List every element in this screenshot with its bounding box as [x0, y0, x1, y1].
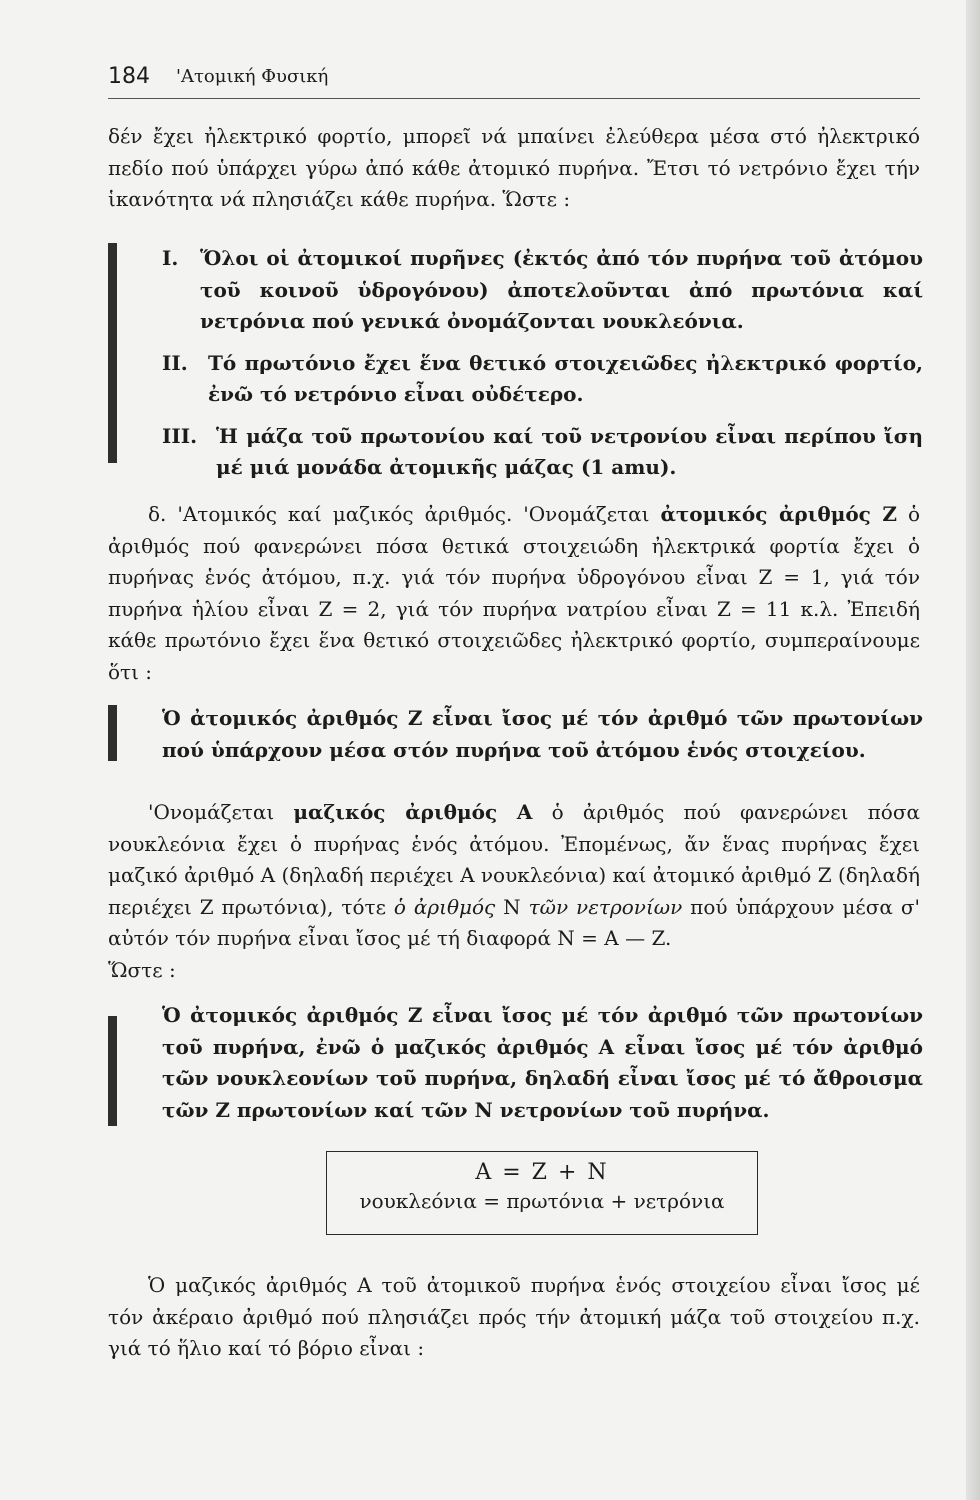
list-item [162, 243, 923, 338]
margin-bar [108, 243, 117, 463]
principles-list [162, 243, 923, 484]
para-lead: δ. 'Ατομικός καί μαζικός ἀριθμός. 'Ονομάζεται [148, 502, 661, 526]
atomic-number-paragraph [108, 499, 920, 688]
term-mass-number: μαζικός ἀριθμός A [293, 800, 533, 824]
rule-1-text: Ὁ ἀτομικός ἀριθμός Z εἶναι ἴσος μέ τόν ἀριθμό τῶν πρωτονίων πού ὑπάρχουν μέσα στόν πυρήνα τοῦ ἀτόμου ἑνός στοιχείου. [162, 706, 923, 762]
para-end: πού ὑπάρχουν μέσα σ' αὐτόν τόν πυρήνα εἶναι ἴσος μέ τή διαφορά N = A — Z. [108, 894, 920, 950]
para-rest: ὁ ἀριθμός πού φανερώνει πόσα θετικά στοιχειώδη ἠλεκτρικά φορτία ἔχει ὁ πυρήνας ἑνός ἀτόμου, π.χ. γιά τόν πυρήνα ὑδρογόνου εἶναι Z = 1, γιά τόν πυρήνα ἡλίου εἶναι Z = 2, γιά τόν πυρήνα νατρίου εἶναι Z = 11 κ.λ. Ἐπειδή κάθε πρωτόνιο ἔχει ἕνα θετικό στοιχειῶδες ἠλεκτρικό φορτίο, συμπεραίνουμε ὅτι : [108, 502, 921, 684]
rule-box-2 [108, 1000, 923, 1126]
para-mid: ὁ ἀριθμός πού φανερώνει πόσα νουκλεόνια ἔχει ὁ πυρήνας ἑνός ἀτόμου. Ἐπομένως, ἄν ἕνας πυρήνας ἔχει μαζικό ἀριθμό A (δηλαδή περιέχει A νουκλεόνια) καί ἀτομικό ἀριθμό Z (δηλαδή περιέχει Z πρωτόνια), τότε [108, 800, 920, 919]
header-rule [108, 98, 920, 99]
mass-number-paragraph [108, 797, 920, 986]
margin-bar [108, 705, 117, 761]
formula-equation: A = Z + N [475, 1160, 609, 1185]
running-title: 'Ατομική Φυσική [176, 66, 329, 87]
intro-paragraph: δέν ἔχει ἠλεκτρικό φορτίο, μπορεῖ νά μπαίνει ἐλεύθερα μέσα στό ἠλεκτρικό πεδίο πού ὑπάρχει γύρω ἀπό κάθε ἀτομικό πυρήνα. Ἔτσι τό νετρόνιο ἔχει τήν ἱκανότητα νά πλησιάζει κάθε πυρήνα. Ὥστε : [108, 124, 920, 211]
term-atomic-number: ἀτομικός ἀριθμός Z [660, 502, 898, 526]
formula-box [326, 1151, 758, 1235]
symbol-n: N [495, 894, 529, 919]
formula-words: νουκλεόνια = πρωτόνια + νετρόνια [359, 1189, 725, 1213]
hoste-label: Ὥστε : [108, 957, 176, 982]
item-number: II. [162, 350, 188, 375]
page-header [108, 64, 920, 96]
item-number: I. [162, 246, 179, 270]
italic-phrase: τῶν νετρονίων [528, 894, 683, 919]
principles-box [108, 243, 923, 494]
item-text: Ἡ μάζα τοῦ πρωτονίου καί τοῦ νετρονίου εἶναι περίπου ἴση μέ μιά μονάδα ἀτομικῆς μάζας (1 amu). [216, 423, 923, 479]
item-text: Τό πρωτόνιο ἔχει ἕνα θετικό στοιχειῶδες ἠλεκτρικό φορτίο, ἐνῶ τό νετρόνιο εἶναι οὐδέτερο. [208, 350, 923, 406]
italic-phrase: ὁ ἀριθμός [393, 894, 496, 919]
margin-bar [108, 1016, 117, 1126]
list-item [162, 421, 923, 484]
para-lead: 'Ονομάζεται [148, 800, 294, 824]
final-paragraph: Ὁ μαζικός ἀριθμός A τοῦ ἀτομικοῦ πυρήνα ἑνός στοιχείου εἶναι ἴσος μέ τόν ἀκέραιο ἀριθμό πού πλησιάζει πρός τήν ἀτομική μάζα τοῦ στοιχείου π.χ. γιά τό ἥλιο καί τό βόριο εἶναι : [108, 1273, 920, 1360]
page-edge [966, 0, 980, 1500]
page-number: 184 [108, 64, 150, 89]
rule-box-1 [108, 703, 923, 766]
item-number: III. [162, 423, 198, 448]
list-item [162, 348, 923, 411]
rule-2-text: Ὁ ἀτομικός ἀριθμός Z εἶναι ἴσος μέ τόν ἀριθμό τῶν πρωτονίων τοῦ πυρήνα, ἐνῶ ὁ μαζικός ἀριθμός A εἶναι ἴσος μέ τόν ἀριθμό τῶν νουκλεονίων τοῦ πυρήνα, δηλαδή εἶναι ἴσος μέ τό ἄθροισμα τῶν Z πρωτονίων καί τῶν N νετρονίων τοῦ πυρήνα. [162, 1003, 923, 1122]
item-text: Ὅλοι οἱ ἀτομικοί πυρῆνες (ἐκτός ἀπό τόν πυρήνα τοῦ ἀτόμου τοῦ κοινοῦ ὑδρογόνου) ἀποτελοῦνται ἀπό πρωτόνια καί νετρόνια πού γενικά ὀνομάζονται νουκλεόνια. [200, 246, 923, 333]
